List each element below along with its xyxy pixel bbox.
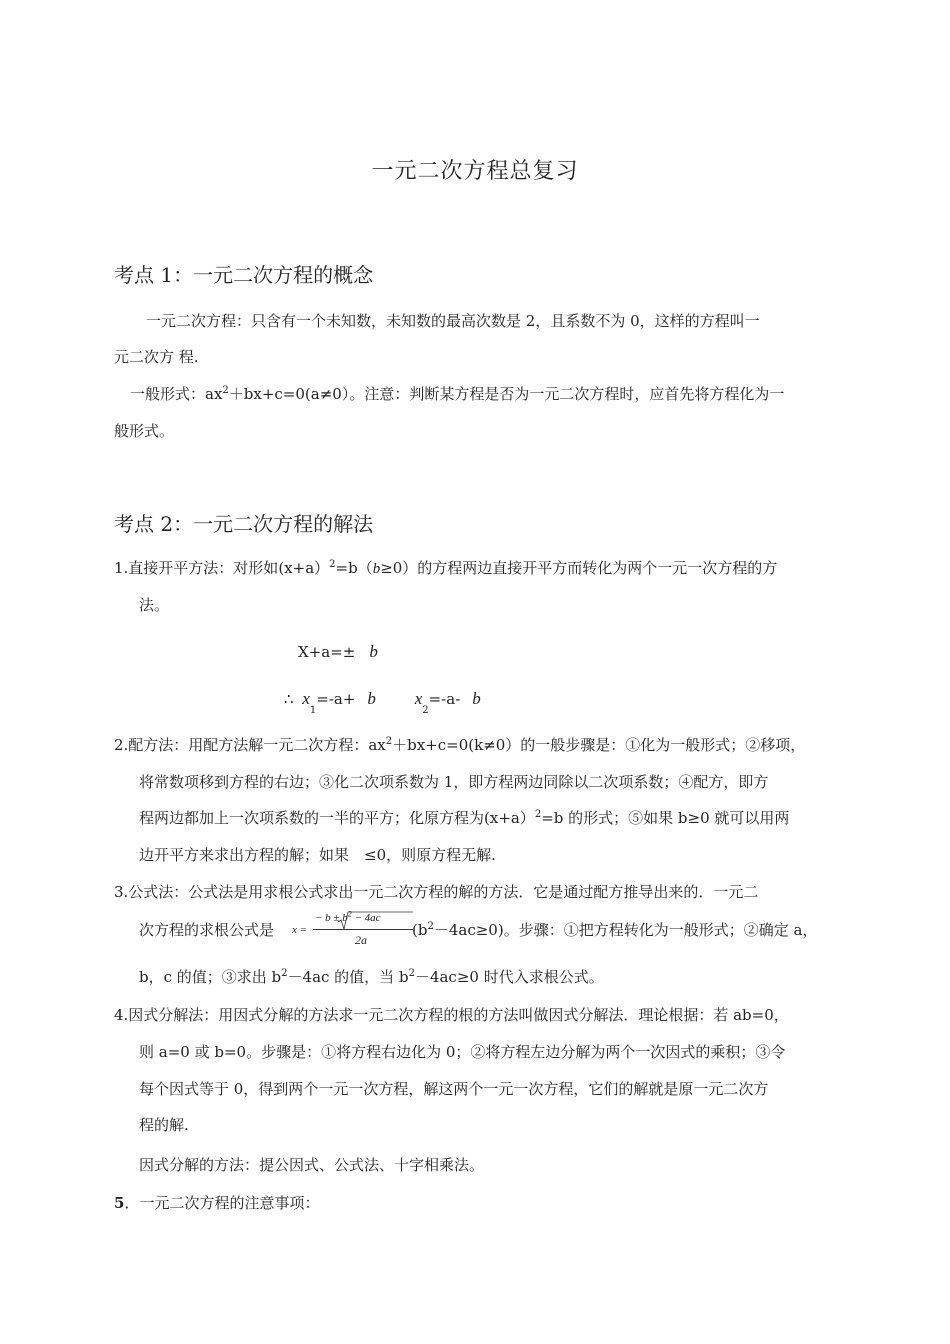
method-2-text-c: 程两边都加上一次项系数的一半的平方；化原方程为(x+a） — [139, 809, 535, 827]
sqrt-b: b — [369, 642, 378, 661]
fraction-bar — [313, 929, 413, 930]
section-2-heading: 考点 2：一元二次方程的解法 — [114, 512, 374, 536]
method-4-line-2: 则 a=0 或 b=0。步骤是：①将方程右边化为 0；②将方程左边分解为两个一次因式的乘积；③令 — [139, 1043, 786, 1061]
general-form-line-2: 般形式。 — [114, 422, 175, 440]
x1-var: x — [302, 689, 310, 708]
method-3-line-2 — [139, 920, 274, 940]
method-4-line-5: 因式分解的方法：提公因式、公式法、十字相乘法。 — [139, 1156, 485, 1174]
method-1-text-b: =b（ — [335, 559, 373, 577]
method-1-line-1 — [114, 558, 777, 579]
general-form-text-b: ＋bx+c=0(a≠0）。注意：判断某方程是否为一元二次方程时，应首先将方程化为一 — [228, 385, 785, 403]
method-4-line-4: 程的解. — [139, 1116, 189, 1134]
method-5-number: 5 — [114, 1194, 125, 1212]
method-2-line-2: 将常数项移到方程的右边；③化二次项系数为 1，即方程两边同除以二次项系数；④配方，即方 — [139, 773, 769, 791]
method-4-line-3: 每个因式等于 0，得到两个一元一次方程，解这两个一元一次方程，它们的解就是原一元二次方 — [139, 1080, 769, 1098]
exponent: 2 — [329, 559, 336, 570]
x2-var: x — [414, 689, 423, 708]
sqrt-b: b — [472, 689, 481, 708]
method-2-text-d: =b 的形式；⑤如果 b≥0 就可以用两 — [541, 809, 790, 827]
page-title: 一元二次方程总复习 — [371, 159, 579, 184]
method-1-text-c: ≥0）的方程两边直接开平方而转化为两个一元一次方程的方 — [380, 559, 778, 577]
method-2-text-b: ＋bx+c=0(k≠0）的一般步骤是：①化为一般形式；②移项， — [392, 736, 806, 754]
formula-x — [292, 923, 307, 936]
method-3-line-2-rest — [412, 920, 817, 940]
general-form-line-1 — [130, 384, 784, 404]
method-2-line-4: 边开平方来求出方程的解；如果 ≤0，则原方程无解. — [139, 846, 496, 864]
equation-2 — [284, 689, 481, 716]
exponent: 2 — [408, 968, 415, 979]
method-5-text: ．一元二次方程的注意事项： — [124, 1194, 320, 1212]
method-3-text-a: 次方程的求根公式是 — [139, 921, 275, 939]
definition-line-2: 元二次方 程. — [114, 348, 199, 366]
method-1-text-a: 1.直接开平方法：对形如(x+a） — [114, 559, 330, 577]
definition-line-1: 一元二次方程：只含有一个未知数，未知数的最高次数是 2，且系数不为 0，这样的方程叫一 — [146, 312, 760, 330]
exponent: 2 — [427, 921, 434, 932]
therefore-symbol: ∴ — [284, 690, 294, 708]
subscript-1: 1 — [309, 705, 317, 716]
formula-denominator: 2a — [355, 933, 367, 947]
formula-x-label: x = — [292, 924, 308, 936]
method-3-text-c: －4ac≥0)。步骤：①把方程转化为一般形式；②确定 a， — [433, 921, 818, 939]
subscript-2: 2 — [422, 705, 429, 716]
method-1-line-2: 法。 — [139, 596, 170, 614]
exponent: 2 — [347, 909, 352, 919]
general-form-text-a: 一般形式：ax — [130, 385, 223, 403]
method-2-line-3 — [139, 808, 789, 828]
formula-numerator-b: − 4ac — [351, 912, 381, 924]
method-4-line-1: 4.因式分解法：用因式分解的方法求一元二次方程的根的方法叫做因式分解法．理论根据：若 ab=0， — [114, 1006, 789, 1024]
method-3-text-d: b，c 的值；③求出 b — [139, 968, 282, 986]
method-3-text-e: －4ac 的值，当 b — [287, 968, 409, 986]
x1-expression: =-a+ — [316, 690, 356, 708]
exponent: 2 — [281, 968, 288, 979]
method-3-text-b: (b — [412, 921, 428, 939]
equation-1-lhs: X+a=± — [298, 643, 356, 661]
exponent: 2 — [385, 736, 393, 747]
exponent: 2 — [534, 809, 542, 820]
formula-numerator-a: − b ± b — [315, 912, 348, 924]
method-2-text-a: 2.配方法：用配方法解一元二次方程：ax — [114, 736, 386, 754]
section-1-heading: 考点 1：一元二次方程的概念 — [114, 263, 374, 287]
method-2-line-1 — [114, 735, 805, 755]
equation-1 — [298, 642, 378, 662]
var-b: b — [372, 561, 381, 577]
sqrt-b: b — [367, 689, 376, 708]
x2-expression: =-a- — [428, 690, 461, 708]
exponent: 2 — [222, 385, 229, 396]
method-5-heading — [114, 1193, 319, 1213]
method-3-line-3 — [139, 967, 604, 987]
method-3-line-1: 3.公式法：公式法是用求根公式求出一元二次方程的解的方法．它是通过配方推导出来的．一元二 — [114, 883, 759, 901]
method-3-text-f: －4ac≥0 时代入求根公式。 — [414, 968, 604, 986]
